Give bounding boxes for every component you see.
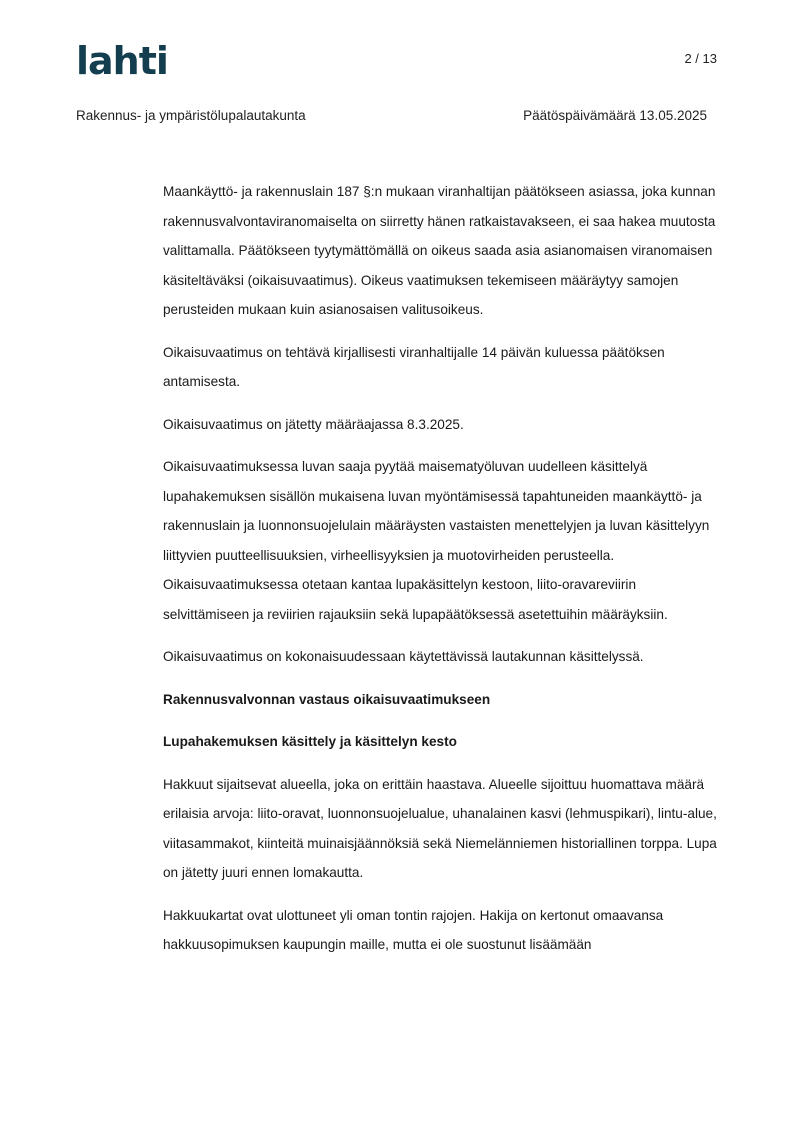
paragraph-logging-maps: Hakkuukartat ovat ulottuneet yli oman tontin rajojen. Hakija on kertonut omaavansa hakkuusopimuksen kaupungin maille, mutta ei ole suostunut lisäämään: [163, 907, 664, 952]
organization-name: Rakennus- ja ympäristölupalautakunta: [76, 108, 306, 123]
section-heading-processing: Lupahakemuksen käsittely ja käsittelyn kesto: [163, 734, 457, 749]
document-body: [163, 177, 719, 973]
paragraph-area-values: Hakkuut sijaitsevat alueella, joka on erittäin haastava. Alueelle sijoittuu huomattava määrä erilaisia arvoja: liito-oravat, luonnonsuojelualue, uhanalainen kasvi (lehmuspikari), lintu-alue, viitasammakot, kiinteitä muinaisjäännöksiä sekä Niemelänniemen historiallinen torppa. Lupa on jätetty juuri ennen lomakautta.: [163, 776, 717, 880]
lahti-logo: lahti: [76, 39, 168, 83]
paragraph-appeal-request: Oikaisuvaatimuksessa luvan saaja pyytää maisematyöluvan uudelleen käsittelyä lupahakemuksen sisällön mukaisena luvan myöntämisessä tapahtuneiden maankäyttö- ja rakennuslain ja luonnonsuojelulain määräysten vastaisten menettelyjen ja luvan käsittelyyn liittyvien puutteellisuuksien, virheellisyyksien ja muotovirheiden perusteella. Oikaisuvaatimuksessa otetaan kantaa lupakäsittelyn kestoon, liito-oravareviirin selvittämiseen ja reviirien rajauksiin sekä lupapäätöksessä asetettuihin määräyksiin.: [163, 459, 710, 622]
decision-date: Päätöspäivämäärä 13.05.2025: [523, 108, 707, 123]
paragraph-appeal-law: Maankäyttö- ja rakennuslain 187 §:n mukaan viranhaltijan päätökseen asiassa, joka kunnan rakennusvalvontaviranomaiselta on siirretty hänen ratkaistavakseen, ei saa hakea muutosta valittamalla. Päätökseen tyytymättömällä on oikeus saada asia asianomaisen viranomaisen käsiteltäväksi (oikaisuvaatimus). Oikeus vaatimuksen tekemiseen määräytyy samojen perusteiden mukaan kuin asianosaisen valitusoikeus.: [163, 184, 716, 317]
section-heading-response: Rakennusvalvonnan vastaus oikaisuvaatimukseen: [163, 691, 491, 707]
paragraph-appeal-availability: Oikaisuvaatimus on kokonaisuudessaan käytettävissä lautakunnan käsittelyssä.: [163, 649, 644, 664]
page-number: 2 / 13: [684, 51, 717, 66]
paragraph-appeal-submitted: Oikaisuvaatimus on jätetty määräajassa 8.3.2025.: [163, 416, 464, 432]
paragraph-appeal-deadline: Oikaisuvaatimus on tehtävä kirjallisesti viranhaltijalle 14 päivän kuluessa päätöksen antamisesta.: [163, 344, 665, 389]
